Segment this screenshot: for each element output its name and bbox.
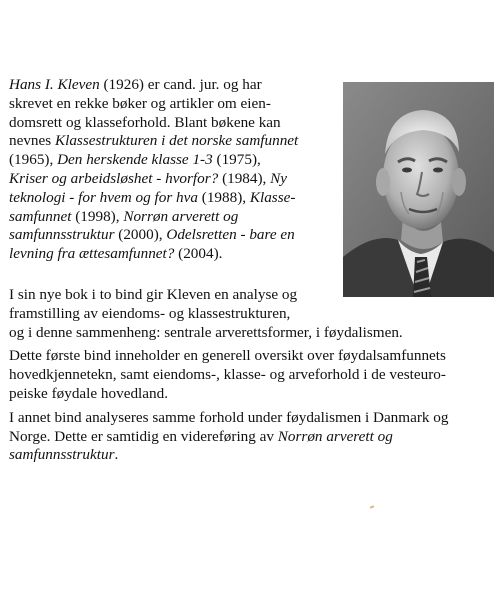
title-text: samfunnsstruktur <box>9 226 115 244</box>
text-segment: (1965), <box>9 151 58 169</box>
text-line <box>9 446 489 465</box>
text-segment: (1984), <box>218 169 271 187</box>
paragraph <box>9 409 489 465</box>
text-segment: framstilling av eiendoms- og klassestrukturen, <box>9 304 291 322</box>
author-photo <box>343 82 494 297</box>
title-text: teknologi - for hvem og for hva <box>9 188 198 206</box>
text-line <box>9 324 489 343</box>
text-line <box>9 132 339 151</box>
text-line <box>9 208 339 227</box>
text-segment: (1926) er cand. jur. og har <box>99 76 262 93</box>
text-line <box>9 151 339 170</box>
text-segment: skrevet en rekke bøker og artikler om eien- <box>9 94 271 112</box>
text-line <box>9 366 489 385</box>
book-description <box>9 286 489 470</box>
text-segment: (2004). <box>174 245 223 263</box>
text-line <box>9 95 339 114</box>
text-line <box>9 189 339 208</box>
text-segment: I sin nye bok i to bind gir Kleven en analyse og <box>9 286 298 303</box>
text-line <box>9 76 339 95</box>
paragraph <box>9 286 489 342</box>
text-line <box>9 305 489 324</box>
text-line <box>9 347 489 366</box>
text-segment: (1975), <box>212 151 261 169</box>
text-segment: og i denne sammenheng: sentrale arverettsformer, i føydalismen. <box>9 323 403 341</box>
text-line <box>9 245 339 264</box>
title-text: Den herskende klasse 1-3 <box>57 151 213 169</box>
text-segment: domsrett og klasseforhold. Blant bøkene kan <box>9 113 281 131</box>
title-text: Hans I. Kleven <box>9 76 100 93</box>
title-text: levning fra ættesamfunnet? <box>9 245 175 263</box>
text-line <box>9 170 339 189</box>
print-speck <box>370 505 374 509</box>
text-line <box>9 385 489 404</box>
text-segment: (1988), <box>197 188 250 206</box>
title-text: Norrøn arverett og <box>277 427 393 445</box>
text-segment: (2000), <box>114 226 167 244</box>
text-segment: (1998), <box>71 207 124 225</box>
title-text: Norrøn arverett og <box>123 207 239 225</box>
text-line <box>9 114 339 133</box>
text-line <box>9 286 489 305</box>
text-line <box>9 428 489 447</box>
title-text: Kriser og arbeidsløshet - hvorfor? <box>9 169 219 187</box>
text-segment: . <box>114 446 119 464</box>
text-line <box>9 409 489 428</box>
text-segment: I annet bind analyseres samme forhold under føydalismen i Danmark og <box>9 408 449 426</box>
title-text: Klassestrukturen i det norske samfunnet <box>54 132 299 150</box>
title-text: samfunnet <box>9 207 72 225</box>
title-text: Odelsretten - bare en <box>166 226 295 244</box>
text-segment: peiske føydale hovedland. <box>9 384 168 402</box>
title-text: samfunnsstruktur <box>9 446 115 464</box>
text-segment: Norge. Dette er samtidig en videreføring av <box>9 427 278 445</box>
text-segment: hovedkjennetekn, samt eiendoms-, klasse- og arveforhold i de vesteuro- <box>9 366 446 384</box>
title-text: Klasse- <box>249 188 296 206</box>
text-segment: Dette første bind inneholder en generell oversikt over føydalsamfunnets <box>9 347 446 365</box>
text-line <box>9 226 339 245</box>
text-segment: nevnes <box>9 132 55 150</box>
title-text: Ny <box>270 169 288 187</box>
author-bio <box>9 76 339 264</box>
paragraph <box>9 347 489 403</box>
